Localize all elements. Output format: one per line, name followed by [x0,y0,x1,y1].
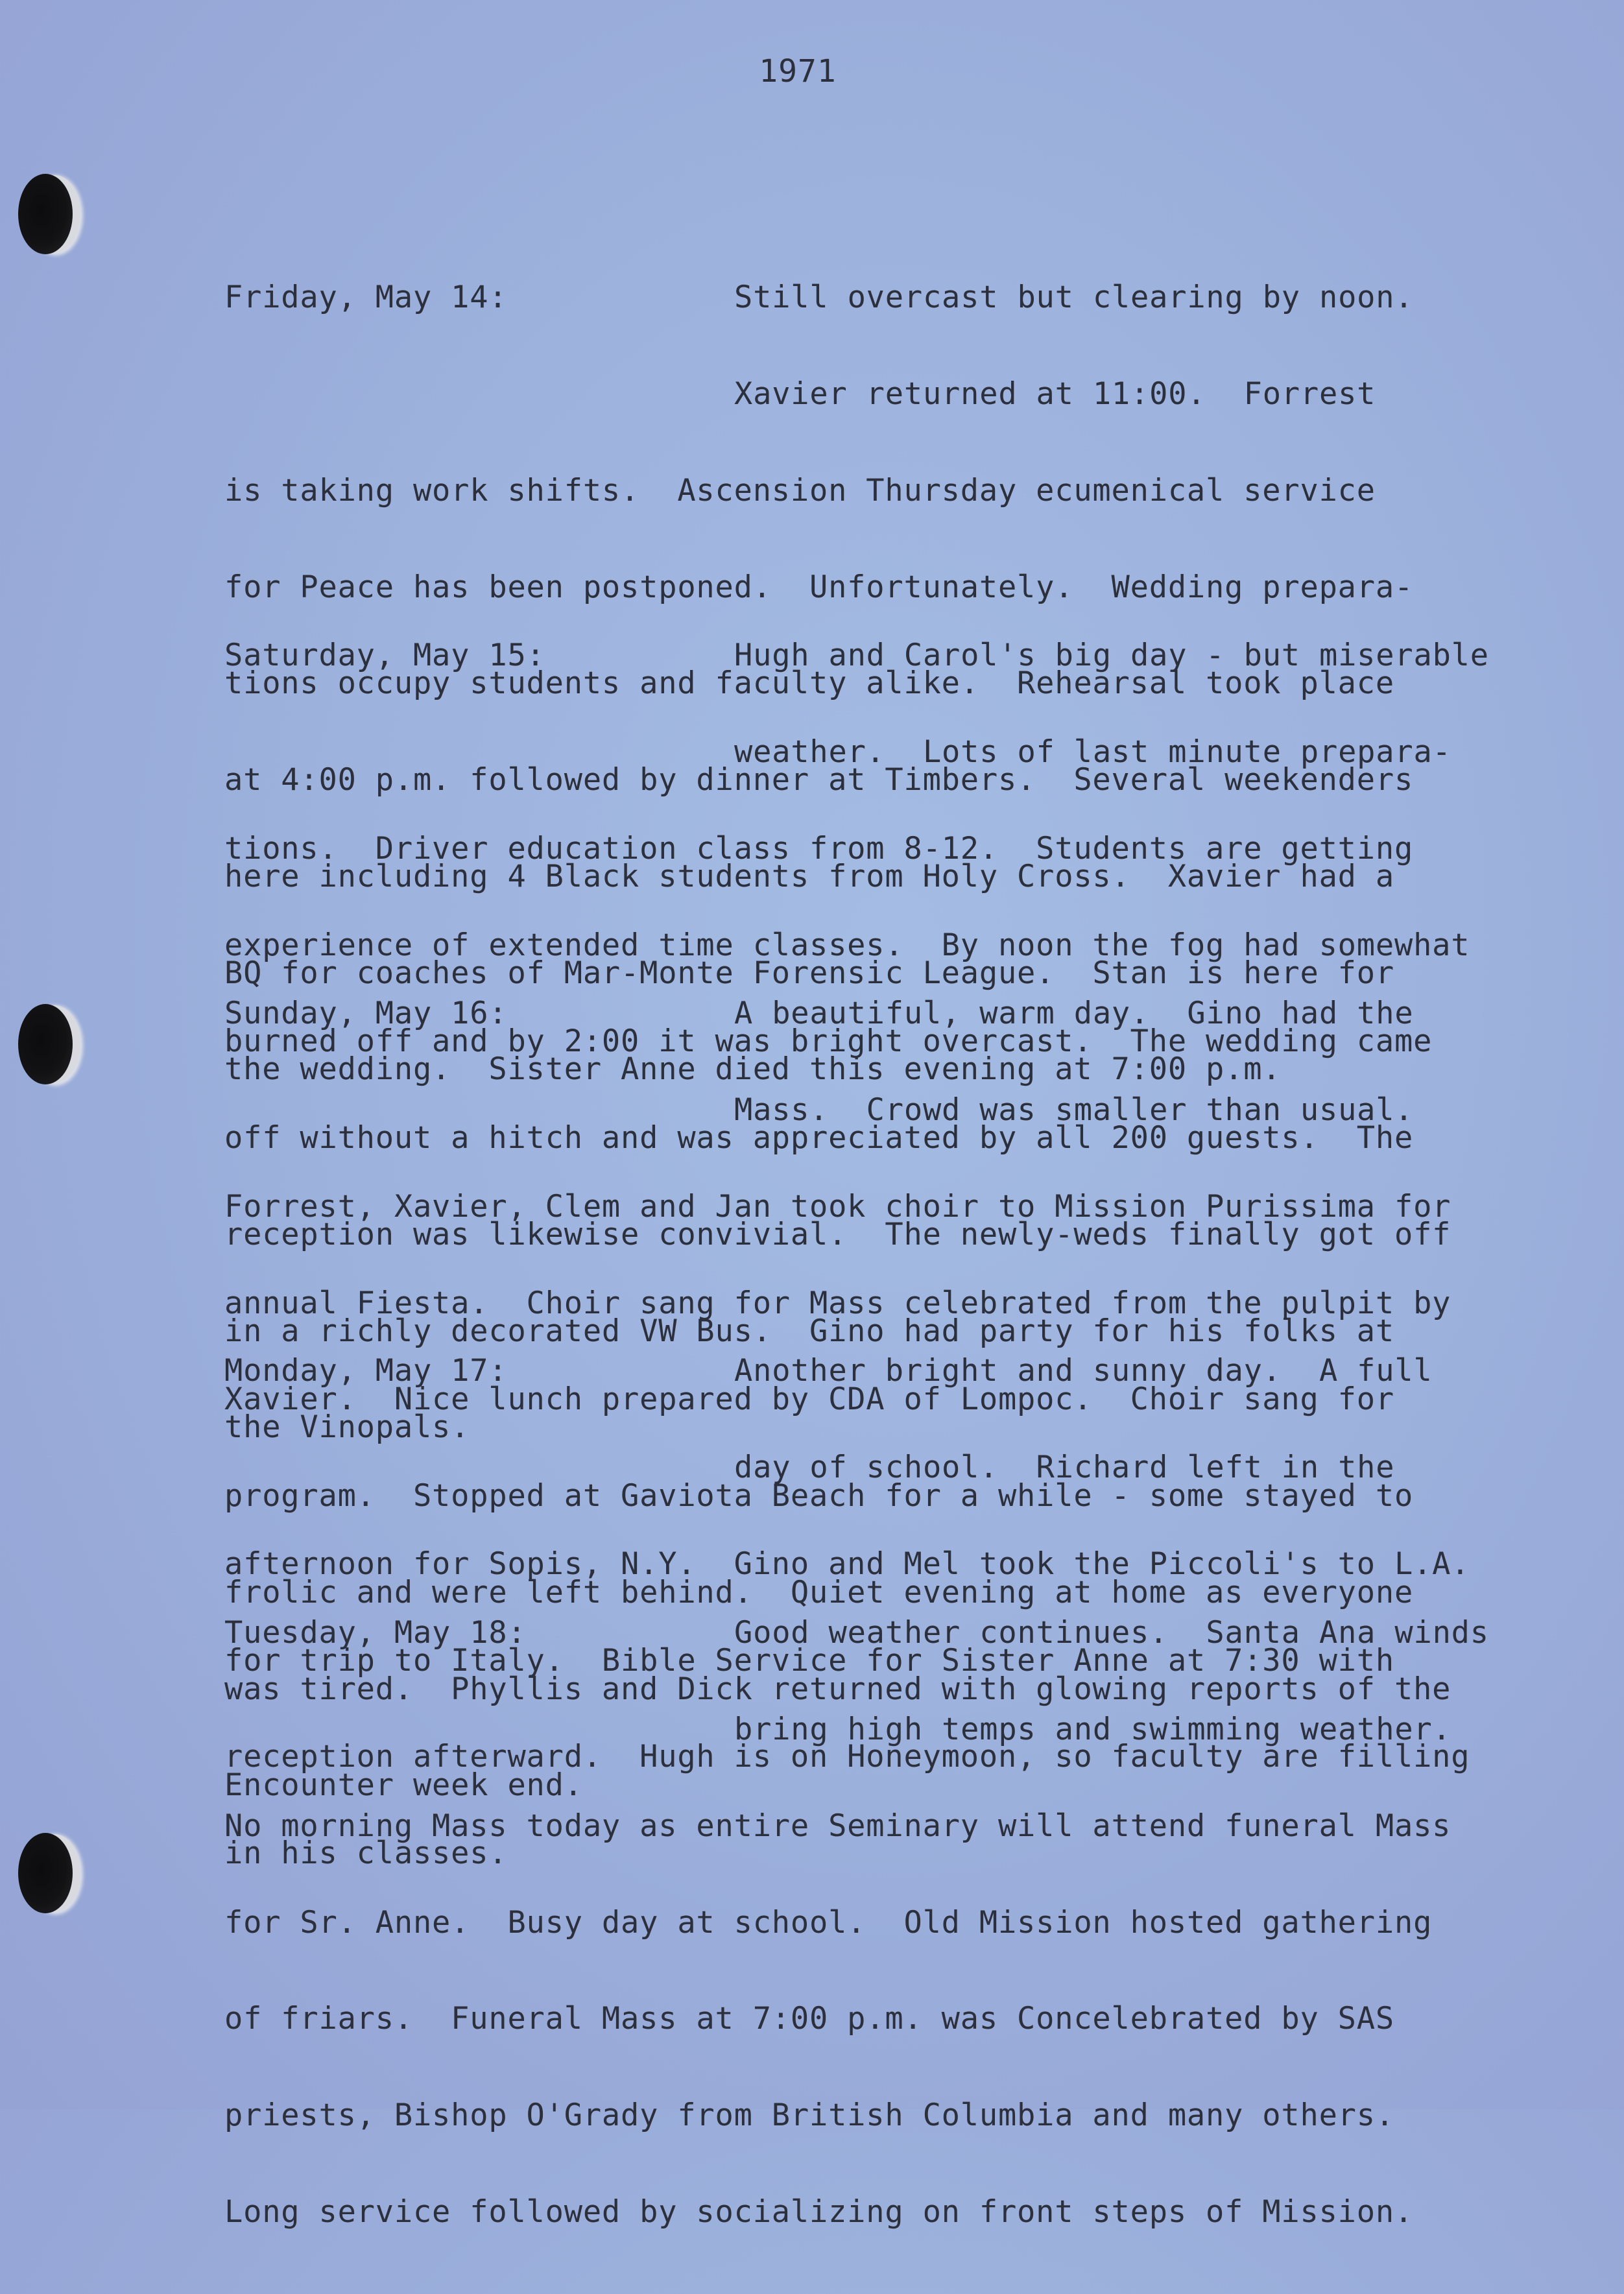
entry-body-line: Xavier. Nice lunch prepared by CDA of Lompoc. Choir sang for [224,1381,1394,1418]
entry-second-line-row [224,736,1560,769]
entry-body-line: was tired. Phyllis and Dick returned with glowing reports of the [224,1671,1451,1707]
entry-body-line: frolic and were left behind. Quiet evening at home as everyone [224,1574,1414,1610]
entry-heading-line [224,281,1560,314]
entry-body-line: the Vinopals. [224,1409,470,1446]
entry-first-line: Good weather continues. Santa Ana winds [734,1615,1489,1651]
entry-heading-line [224,1617,1560,1649]
binder-hole-icon [18,1004,73,1084]
entry-body-line: for Sr. Anne. Busy day at school. Old Mission hosted gathering [224,1904,1433,1941]
entry-body-line: annual Fiesta. Choir sang for Mass celebrated from the pulpit by [224,1285,1451,1321]
entry-second-line: bring high temps and swimming weather. [734,1711,1451,1747]
entry-second-line: weather. Lots of last minute prepara- [734,734,1451,770]
entry-body-line: is taking work shifts. Ascension Thursday ecumenical service [224,472,1376,508]
entry-first-line: A beautiful, warm day. Gino had the [734,996,1414,1032]
diary-entry [224,1553,1560,2293]
entry-body-line: in a richly decorated VW Bus. Gino had party for his folks at [224,1313,1394,1349]
entry-body-line: tions. Driver education class from 8-12. Students are getting [224,830,1414,866]
entry-body-line: of friars. Funeral Mass at 7:00 p.m. was Concelebrated by SAS [224,2001,1394,2037]
entry-body-line: Long service followed by socializing on front steps of Mission. [224,2193,1414,2230]
entry-second-line: day of school. Richard left in the [734,1449,1395,1485]
entry-body-line: off without a hitch and was appreciated by all 200 guests. The [224,1120,1414,1156]
page-year: 1971 [759,53,837,90]
entry-body-line: Forrest, Xavier, Clem and Jan took choir to Mission Purissima for [224,1188,1451,1225]
entry-body-line: here including 4 Black students from Holy Cross. Xavier had a [224,858,1394,894]
entry-date: Sunday, May 16: [224,996,508,1032]
entry-first-line: Hugh and Carol's big day - but miserable [734,638,1489,674]
binder-hole-icon [18,1833,73,1913]
entry-body-line: priests, Bishop O'Grady from British Columbia and many others. [224,2097,1394,2134]
entry-date: Monday, May 17: [224,1353,508,1389]
entry-heading-line [224,998,1560,1030]
entry-body-line: burned off and by 2:00 it was bright overcast. The wedding came [224,1023,1433,1060]
entry-second-line-row [224,1094,1560,1127]
entry-second-line-row [224,1449,1560,1485]
entry-body-line: for Peace has been postponed. Unfortunately. Wedding prepara- [224,569,1414,605]
entry-body-line: afternoon for Sopis, N.Y. Gino and Mel took the Piccoli's to L.A. [224,1546,1470,1582]
entry-second-line-row [224,1711,1560,1747]
entry-heading-line [224,1355,1560,1387]
entry-body-line: reception afterward. Hugh is on Honeymoon, so faculty are filling [224,1739,1470,1775]
entry-first-line: Still overcast but clearing by noon. [734,280,1414,316]
entry-body-line: reception was likewise convivial. The newly-weds finally got off [224,1216,1451,1252]
entry-body-line: for trip to Italy. Bible Service for Sister Anne at 7:30 with [224,1642,1394,1679]
entry-body-line: the wedding. Sister Anne died this evening at 7:00 p.m. [224,1051,1282,1088]
entry-body-line: program. Stopped at Gaviota Beach for a while - some stayed to [224,1478,1414,1514]
entry-second-line-row [224,378,1560,411]
entry-body-line: in his classes. [224,1835,508,1872]
entry-body-line: experience of extended time classes. By noon the fog had somewhat [224,927,1470,963]
entry-date: Friday, May 14: [224,280,508,316]
entry-heading-line [224,639,1560,672]
entry-body-line: No morning Mass today as entire Seminary will attend funeral Mass [224,1808,1451,1844]
entry-date: Tuesday, May 18: [224,1615,527,1651]
entry-second-line: Mass. Crowd was smaller than usual. [734,1092,1414,1128]
binder-hole-icon [18,174,73,254]
entry-body-line: tions occupy students and faculty alike. Rehearsal took place [224,665,1394,702]
entry-date: Saturday, May 15: [224,638,545,674]
entry-body-line: BQ for coaches of Mar-Monte Forensic League. Stan is here for [224,955,1394,991]
entry-body-line: Encounter week end. [224,1767,583,1804]
entry-second-line: Xavier returned at 11:00. Forrest [734,376,1376,412]
entry-body-line: at 4:00 p.m. followed by dinner at Timbers. Several weekenders [224,762,1414,798]
entry-first-line: Another bright and sunny day. A full [734,1353,1433,1389]
